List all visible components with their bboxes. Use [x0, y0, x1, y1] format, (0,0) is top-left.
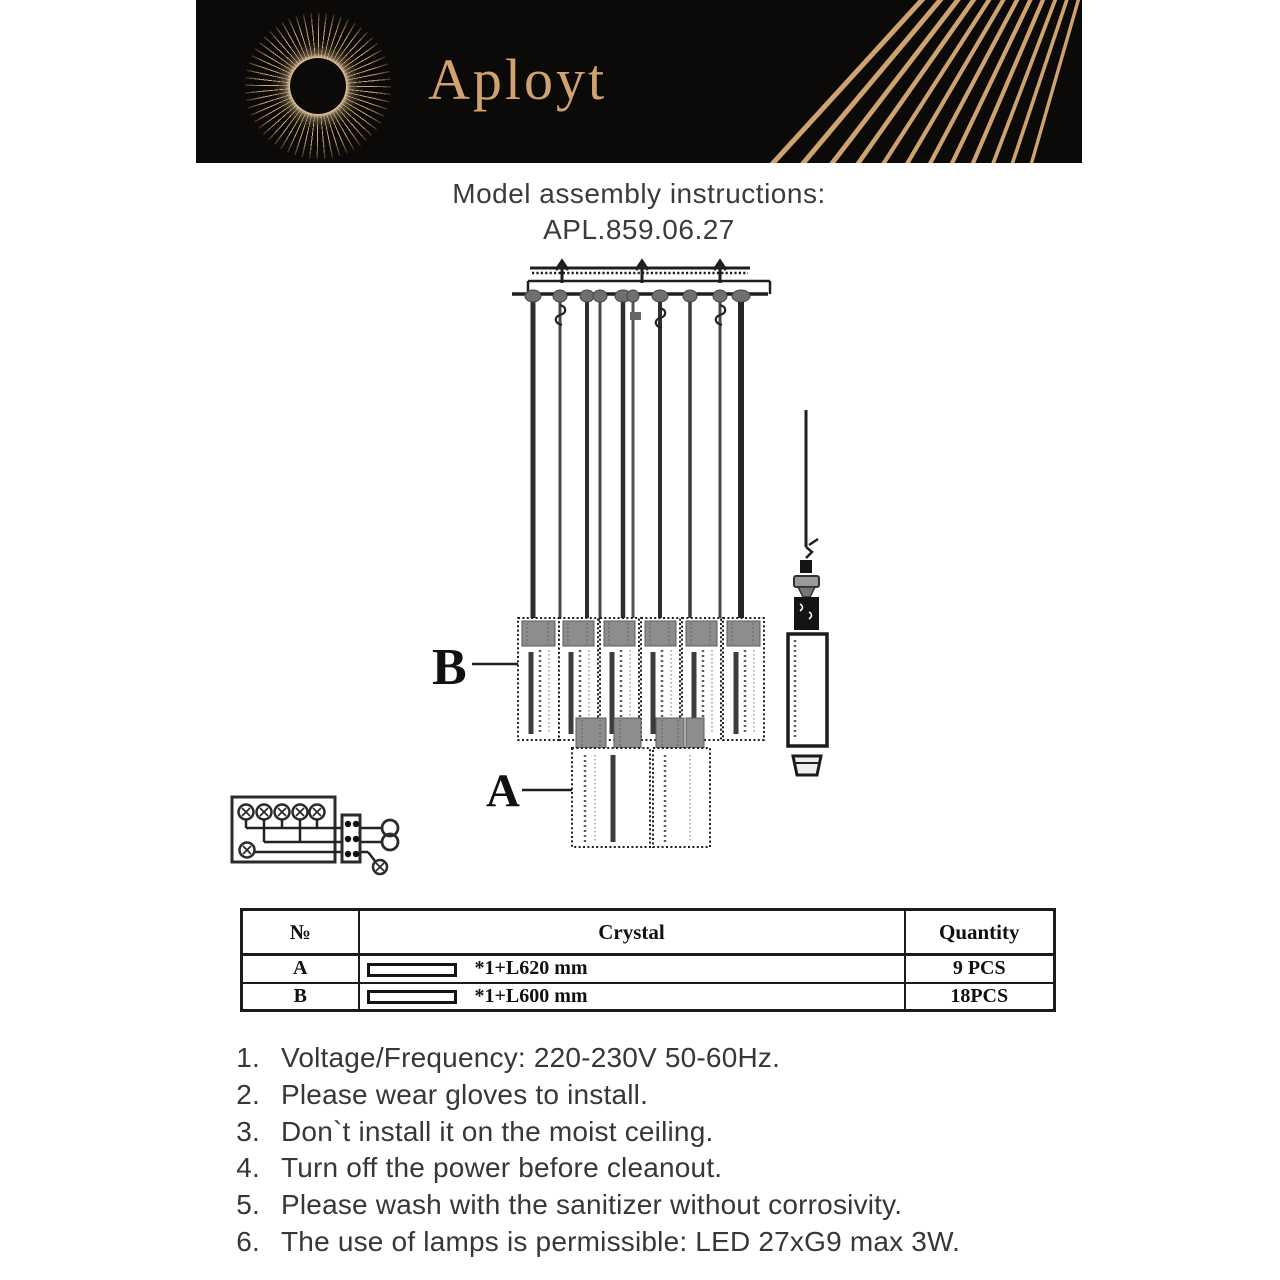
model-number: APL.859.06.27: [543, 214, 735, 245]
row-b-quantity: 18PCS: [905, 983, 1055, 1011]
wiring-diagram: [232, 797, 398, 874]
hanging-rods: [525, 290, 750, 622]
row-b-crystal-label: *1+L600 mm: [474, 984, 588, 1007]
page-title: Model assembly instructions:: [452, 178, 826, 209]
row-a-quantity: 9 PCS: [905, 955, 1055, 983]
item-text: Turn off the power before cleanout.: [281, 1152, 723, 1184]
item-number: 6.: [236, 1225, 260, 1257]
diagram-label-a: A: [486, 765, 520, 817]
list-item: [224, 1187, 1074, 1224]
item-number: 4.: [236, 1152, 260, 1184]
item-text: Please wear gloves to install.: [281, 1078, 649, 1110]
item-text: Please wash with the sanitizer without corrosivity.: [281, 1189, 903, 1221]
table-header-row: [242, 910, 1055, 955]
item-number: 3.: [236, 1115, 260, 1147]
col-header-num: №: [242, 910, 359, 955]
list-item: [224, 1150, 1074, 1187]
table-row: [242, 955, 1055, 983]
col-header-quantity: Quantity: [905, 910, 1055, 955]
ceiling-mount: [512, 261, 770, 294]
table-row: [242, 983, 1055, 1011]
row-b-crystal: [359, 983, 905, 1011]
list-item: [224, 1224, 1074, 1261]
diagram-label-b: B: [432, 639, 467, 696]
list-item: [224, 1114, 1074, 1151]
row-a-crystal-label: *1+L620 mm: [474, 957, 588, 980]
row-a-crystal: [359, 955, 905, 983]
row-a-num: A: [242, 955, 359, 983]
col-header-crystal: Crystal: [359, 910, 905, 955]
brand-banner: [196, 0, 1082, 163]
brand-name: Aployt: [428, 47, 608, 112]
list-item: [224, 1077, 1074, 1114]
assembly-diagram: [210, 250, 890, 900]
parts-table: [240, 908, 1056, 1012]
item-text: Voltage/Frequency: 220-230V 50-60Hz.: [281, 1042, 781, 1073]
item-text: Don`t install it on the moist ceiling.: [281, 1115, 714, 1147]
instructions-list: [224, 1040, 1074, 1261]
crystal-bar-icon: [367, 990, 457, 1004]
item-number: 2.: [236, 1078, 260, 1110]
row-b-num: B: [242, 983, 359, 1011]
item-number: 5.: [236, 1189, 260, 1221]
pendant-detail: [788, 410, 827, 775]
list-item: [224, 1040, 1074, 1077]
item-number: 1.: [236, 1042, 260, 1073]
item-text: The use of lamps is permissible: LED 27xG9 max 3W.: [281, 1225, 961, 1257]
crystal-tier-a: [572, 718, 710, 847]
corner-rays-icon: [196, 0, 1082, 163]
crystal-bar-icon: [367, 963, 457, 977]
